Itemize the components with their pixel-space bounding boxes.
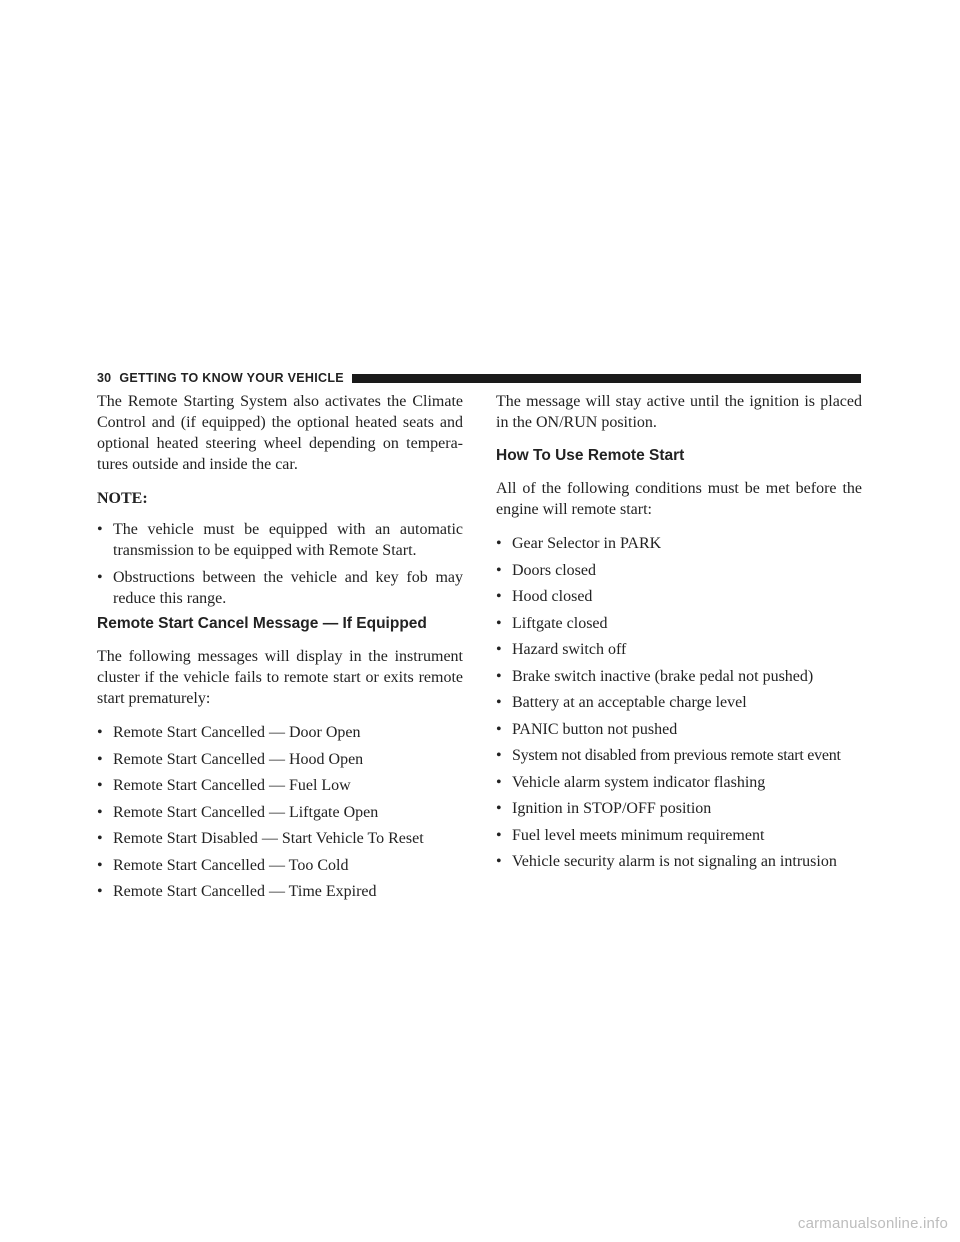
bullet-icon: • (496, 853, 502, 870)
intro-paragraph: The Remote Starting System also activates the Climate Control and (if equipped) the optional heated seats and optional heated steering wheel depending on tempera-tures outside and inside the car. (97, 393, 463, 473)
list-item: • Hazard switch off (496, 641, 627, 658)
list-item: • Obstructions between the vehicle and key fob may reduce this range. (97, 568, 463, 607)
list-item: • Remote Start Cancelled — Door Open (97, 724, 361, 741)
list-item: • Liftgate closed (496, 614, 608, 632)
bullet-icon: • (97, 568, 103, 586)
bullet-icon: • (496, 535, 502, 552)
list-item: • Remote Start Cancelled — Fuel Low (97, 777, 351, 794)
message-note: The message will stay active until the ignition is placed in the ON/RUN position. (496, 393, 862, 431)
list-item: • Doors closed (496, 561, 596, 579)
page-header (97, 370, 861, 386)
list-item: • The vehicle must be equipped with an automatic transmission to be equipped with Remote Start. (97, 521, 463, 559)
bullet-icon: • (496, 720, 502, 738)
bullet-icon: • (97, 724, 103, 741)
bullet-icon: • (97, 883, 103, 900)
page-number: 30 (97, 371, 112, 385)
cancel-intro: The following messages will display in the instrument cluster if the vehicle fails to remote start or exits remote start prematurely: (97, 648, 463, 707)
list-item: • Remote Start Cancelled — Liftgate Open (97, 803, 379, 821)
section-title: GETTING TO KNOW YOUR VEHICLE (119, 371, 344, 385)
use-heading: How To Use Remote Start (496, 447, 685, 464)
use-intro: All of the following conditions must be met before the engine will remote start: (496, 480, 862, 518)
list-item: • Brake switch inactive (brake pedal not pushed) (496, 667, 814, 685)
note-label: NOTE: (97, 490, 148, 507)
list-item: • Battery at an acceptable charge level (496, 694, 747, 711)
list-item: • Vehicle alarm system indicator flashing (496, 773, 766, 791)
list-item: • Gear Selector in PARK (496, 535, 662, 552)
list-item: • Hood closed (496, 588, 593, 605)
cancel-heading: Remote Start Cancel Message — If Equipped (97, 615, 427, 632)
list-item: • Remote Start Cancelled — Time Expired (97, 883, 377, 900)
list-item: • Fuel level meets minimum requirement (496, 826, 765, 844)
cancel-message-list (97, 722, 463, 902)
watermark: carmanualsonline.info (797, 1215, 948, 1232)
bullet-icon: • (496, 826, 502, 844)
list-item: • PANIC button not pushed (496, 720, 678, 738)
right-column (496, 391, 862, 878)
list-item: • Remote Start Cancelled — Hood Open (97, 750, 364, 768)
bullet-icon: • (97, 777, 103, 794)
note-list (97, 519, 463, 609)
list-item: • Vehicle security alarm is not signaling an intrusion (496, 853, 837, 870)
bullet-icon: • (496, 773, 502, 791)
bullet-icon: • (496, 588, 502, 605)
header-rule (352, 374, 861, 383)
list-item: • Remote Start Cancelled — Too Cold (97, 856, 349, 874)
bullet-icon: • (97, 856, 103, 874)
list-item: • Remote Start Disabled — Start Vehicle To Reset (97, 830, 424, 847)
left-column (97, 391, 463, 908)
bullet-icon: • (97, 830, 103, 847)
bullet-icon: • (496, 800, 502, 817)
bullet-icon: • (496, 614, 502, 632)
bullet-icon: • (496, 641, 502, 658)
bullet-icon: • (97, 521, 103, 538)
bullet-icon: • (496, 694, 502, 711)
bullet-icon: • (97, 803, 103, 821)
bullet-icon: • (97, 750, 103, 768)
list-item: • Ignition in STOP/OFF position (496, 800, 712, 817)
bullet-icon: • (496, 747, 502, 764)
conditions-list (496, 533, 862, 872)
bullet-icon: • (496, 667, 502, 685)
list-item: • System not disabled from previous remote start event (496, 747, 841, 764)
bullet-icon: • (496, 561, 502, 579)
